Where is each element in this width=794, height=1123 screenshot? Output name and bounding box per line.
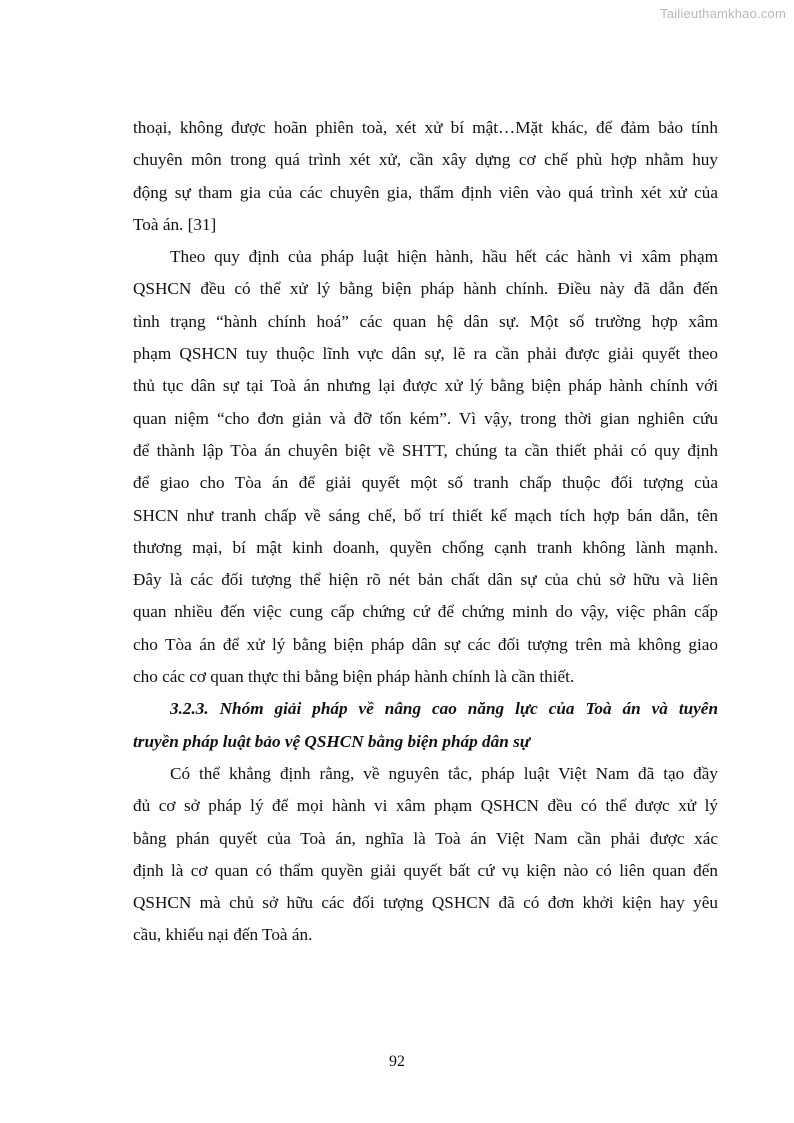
- text-line: quan niệm “cho đơn giản và đỡ tốn kém”. Vì vậy, trong thời gian nghiên cứu: [133, 408, 718, 428]
- section-heading-line: 3.2.3. Nhóm giải pháp về nâng cao năng lực của Toà án và tuyên: [170, 699, 718, 719]
- text-line: Theo quy định của pháp luật hiện hành, hầu hết các hành vi xâm phạm: [170, 247, 718, 267]
- text-line: cho các cơ quan thực thi bằng biện pháp hành chính là cần thiết.: [133, 667, 575, 687]
- text-line: QSHCN đều có thể xử lý bằng biện pháp hành chính. Điều này đã dẫn đến: [133, 279, 718, 299]
- watermark: Tailieuthamkhao.com: [660, 6, 786, 21]
- text-line: Có thể khẳng định rằng, về nguyên tắc, pháp luật Việt Nam đã tạo đầy: [170, 763, 718, 783]
- text-line: để thành lập Tòa án chuyên biệt về SHTT, chúng ta cần thiết phải có quy định: [133, 440, 718, 460]
- text-line: Toà án. [31]: [133, 214, 217, 234]
- text-line: định là cơ quan có thẩm quyền giải quyết bất cứ vụ kiện nào có liên quan đến: [133, 860, 718, 880]
- text-line: để giao cho Tòa án để giải quyết một số tranh chấp thuộc đối tượng của: [133, 473, 718, 493]
- text-line: tình trạng “hành chính hoá” các quan hệ dân sự. Một số trường hợp xâm: [133, 311, 718, 331]
- text-line: thủ tục dân sự tại Toà án nhưng lại được xử lý bằng biện pháp hành chính với: [133, 376, 718, 396]
- text-line: Đây là các đối tượng thể hiện rõ nét bản chất dân sự của chủ sở hữu và liên: [133, 570, 718, 590]
- text-line: phạm QSHCN tuy thuộc lĩnh vực dân sự, lẽ ra cần phải được giải quyết theo: [133, 344, 718, 364]
- section-heading-line: truyền pháp luật bảo vệ QSHCN bằng biện pháp dân sự: [133, 731, 531, 751]
- text-line: thoại, không được hoãn phiên toà, xét xử bí mật…Mặt khác, để đảm bảo tính: [133, 118, 718, 137]
- text-line: quan nhiều đến việc cung cấp chứng cứ để chứng minh do vậy, việc phân cấp: [133, 602, 718, 622]
- text-line: cho Tòa án để xử lý bằng biện pháp dân sự các đối tượng trên mà không giao: [133, 634, 718, 654]
- text-line: bằng phán quyết của Toà án, nghĩa là Toà án Việt Nam cần phải được xác: [133, 828, 718, 848]
- text-line: QSHCN mà chủ sở hữu các đối tượng QSHCN đã có đơn khởi kiện hay yêu: [133, 893, 718, 913]
- text-line: đủ cơ sở pháp lý để mọi hành vi xâm phạm QSHCN đều có thể được xử lý: [133, 796, 718, 816]
- document-body: [133, 112, 718, 952]
- text-line: động sự tham gia của các chuyên gia, thẩm định viên vào quá trình xét xử của: [133, 182, 718, 202]
- text-line: SHCN như tranh chấp về sáng chế, bố trí thiết kế mạch tích hợp bán dẫn, tên: [133, 505, 718, 525]
- page-number: 92: [389, 1053, 405, 1070]
- text-line: cầu, khiếu nại đến Toà án.: [133, 925, 313, 945]
- text-line: thương mại, bí mật kinh doanh, quyền chống cạnh tranh không lành mạnh.: [133, 537, 718, 557]
- text-line: chuyên môn trong quá trình xét xử, cần xây dựng cơ chế phù hợp nhằm huy: [133, 150, 718, 170]
